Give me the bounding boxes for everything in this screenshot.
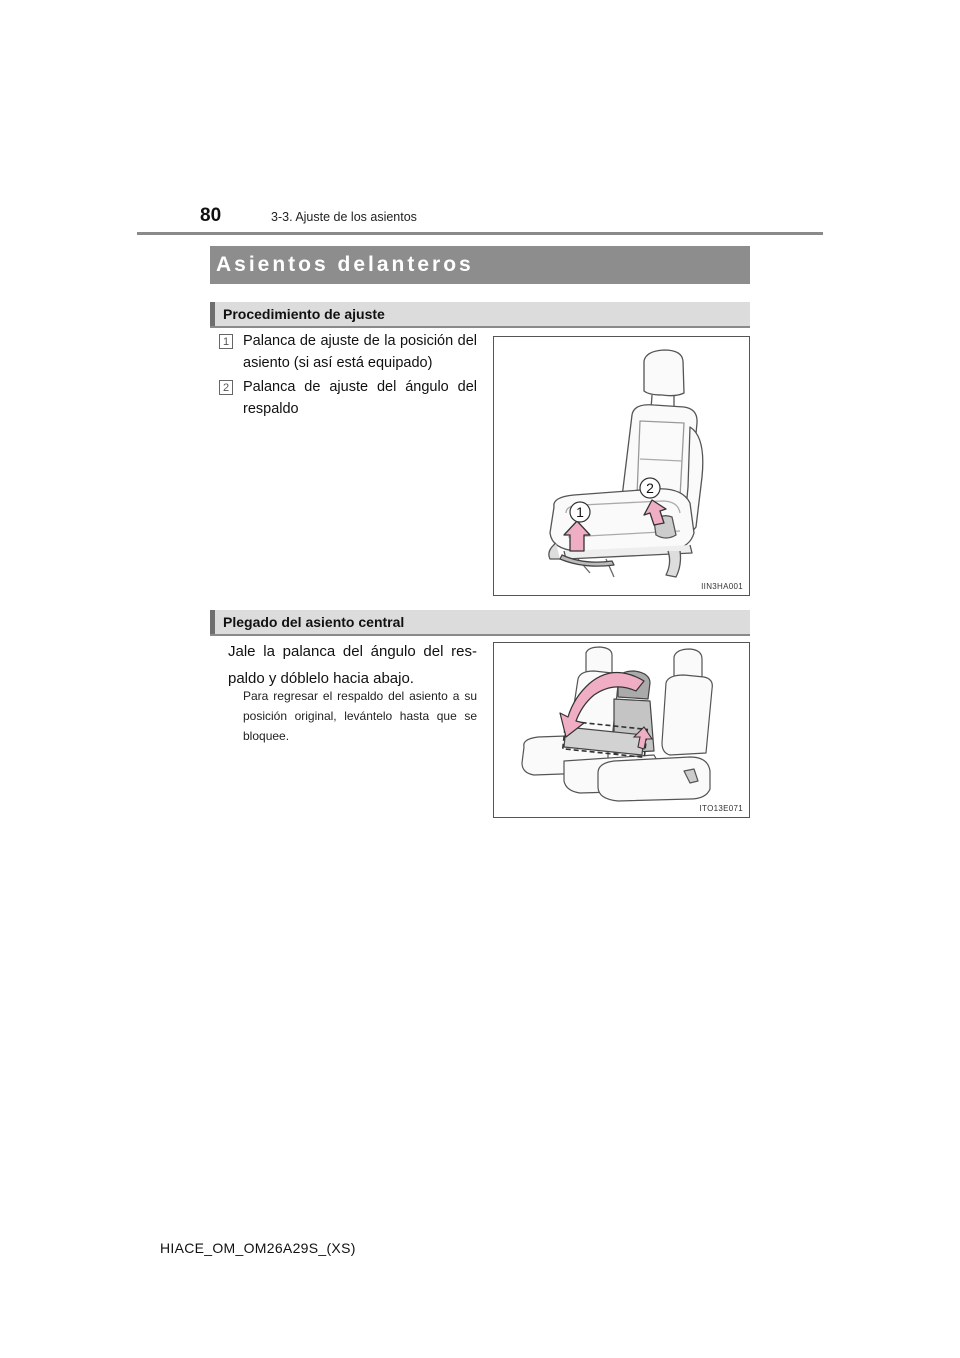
procedure-heading-bar [210, 302, 750, 326]
folding-heading: Plegado del asiento central [223, 614, 405, 630]
figure-code: IIN3HA001 [701, 582, 743, 591]
figure-code: ITO13E071 [699, 804, 743, 813]
seat-adjustment-figure [493, 336, 750, 596]
page-title-bar [210, 246, 750, 284]
procedure-heading: Procedimiento de ajuste [223, 306, 385, 322]
folding-note: Para regresar el respaldo del asiento a su posición original, levántelo hasta que se bloquee. [243, 689, 477, 743]
header-divider [137, 232, 823, 235]
item-number-badge: 2 [219, 380, 233, 395]
page-number: 80 [200, 205, 222, 226]
folding-instruction: Jale la palanca del ángulo del res- paldo y dóblelo hacia abajo. [228, 643, 477, 687]
item-text: Palanca de ajuste del ángulo del respaldo [243, 379, 477, 417]
callout-1: 1 [576, 504, 584, 520]
document-code: HIACE_OM_OM26A29S_(XS) [160, 1240, 356, 1256]
callout-2: 2 [646, 480, 654, 496]
bench-seat-illustration [494, 643, 749, 817]
section-breadcrumb: 3-3. Ajuste de los asientos [271, 210, 417, 224]
seat-illustration [494, 337, 749, 595]
page-title: Asientos delanteros [216, 253, 474, 276]
folding-heading-bar [210, 610, 750, 634]
center-seat-folding-figure [493, 642, 750, 818]
item-text: Palanca de ajuste de la posición del asiento (si así está equipado) [243, 333, 477, 371]
item-number-badge: 1 [219, 334, 233, 349]
